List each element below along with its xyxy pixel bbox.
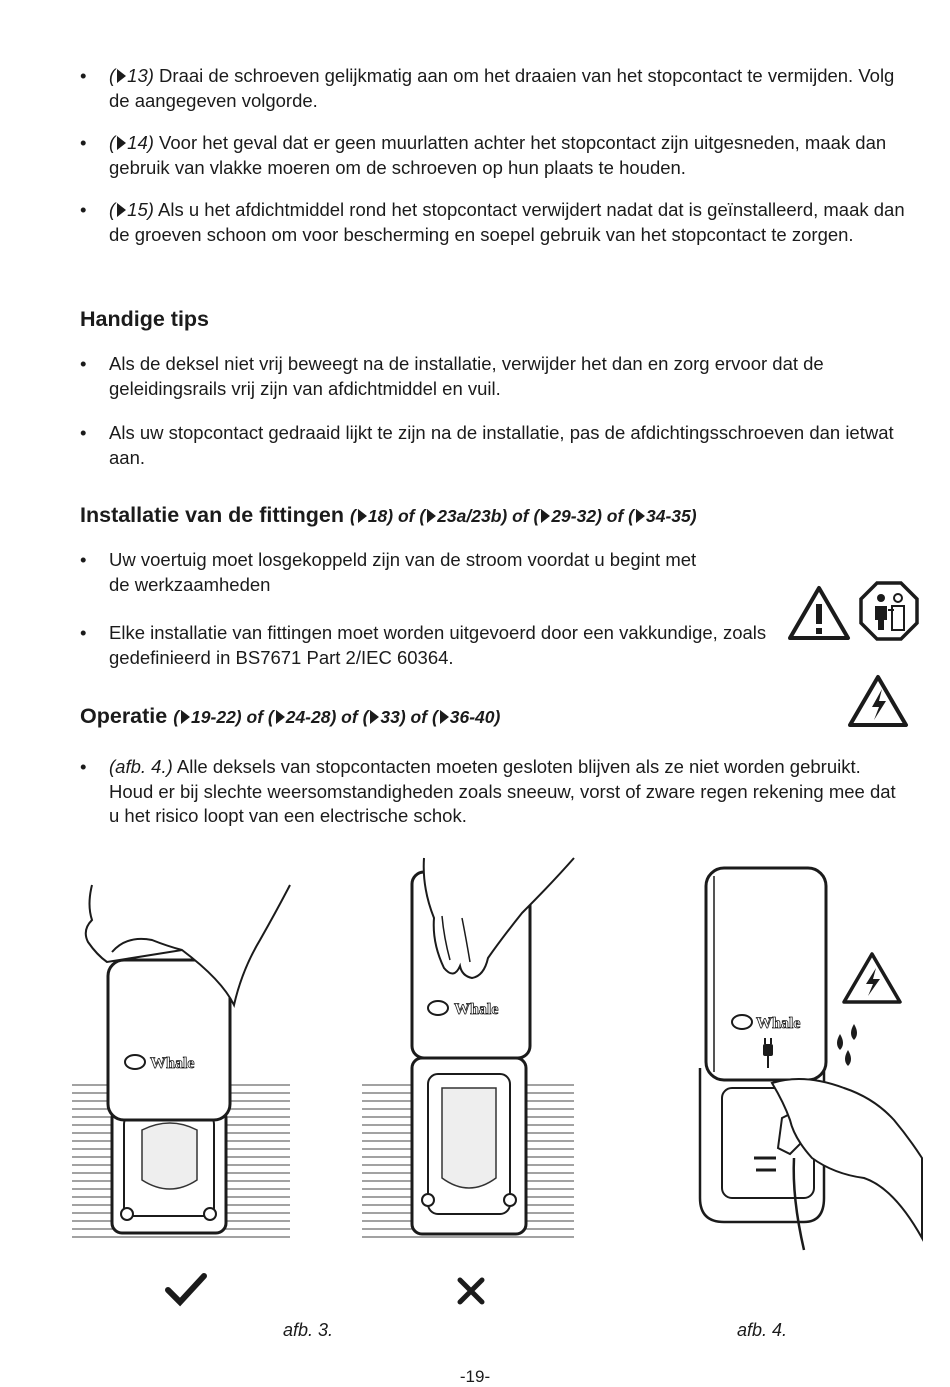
arrow-icon <box>358 509 367 523</box>
arrow-icon <box>541 509 550 523</box>
figure-3-socket-open <box>362 858 578 1245</box>
step-ref: ( 14) <box>109 132 154 153</box>
arrow-icon <box>427 509 436 523</box>
arrow-icon <box>181 710 190 724</box>
arrow-icon <box>117 136 126 150</box>
checkmark-icon <box>165 1272 207 1306</box>
cross-icon <box>456 1276 486 1306</box>
operation-list <box>80 755 910 829</box>
svg-text:Whale: Whale <box>756 1015 801 1032</box>
warning-triangle-icon <box>786 584 852 642</box>
list-item: • ( 13) Draai de schroeven gelijkmatig aan om het draaien van het stopcontact te vermijden. Volg de aangegeven volgorde. <box>80 65 895 111</box>
arrow-icon <box>440 710 449 724</box>
rain-drops-icon <box>837 1024 857 1066</box>
top-bullets <box>80 64 910 247</box>
figure-4-socket-with-plug <box>694 858 924 1258</box>
figure-4-caption: afb. 4. <box>737 1320 788 1340</box>
fittings-heading: Installatie van de fittingen ( 18) of ( 23a/23b) of ( 29-32) of ( 34-35) <box>80 503 697 527</box>
list-item: • (afb. 4.) Alle deksels van stopcontacten moeten gesloten blijven als ze niet worden gebruikt. Houd er bij slechte weersomstandigheden zoals sneeuw, vorst of zware regen rekening mee dat u het risico loopt van een electrische schok. <box>80 756 896 826</box>
figure-3-socket-closed <box>72 880 294 1245</box>
figure-3-caption: afb. 3. <box>283 1320 334 1340</box>
svg-text:Whale: Whale <box>150 1055 195 1072</box>
arrow-icon <box>117 69 126 83</box>
list-item: • Als de deksel niet vrij beweegt na de installatie, verwijder het dan en zorg ervoor dat de geleidingsrails vrij zijn van afdichtmiddel en vuil. <box>80 353 824 399</box>
arrow-icon <box>117 203 126 217</box>
list-item: • ( 15) Als u het afdichtmiddel rond het stopcontact verwijdert nadat dat is geïnstalleerd, maak dan de groeven schoon om voor bescherming en soepel gebruik van het stopcontact te zorgen. <box>80 199 905 245</box>
electric-shock-warning-icon <box>844 954 900 1002</box>
electric-shock-warning-icon <box>846 673 910 729</box>
qualified-person-icon <box>858 580 920 642</box>
arrow-icon <box>276 710 285 724</box>
operation-heading: Operatie ( 19-22) of ( 24-28) of ( 33) of ( 36-40) <box>80 704 501 728</box>
list-item: • ( 14) Voor het geval dat er geen muurlatten achter het stopcontact zijn uitgesneden, maak dan gebruik van vlakke moeren om de schroeven op hun plaats te houden. <box>80 132 887 178</box>
arrow-icon <box>370 710 379 724</box>
tips-list <box>80 352 910 470</box>
fittings-list <box>80 548 767 670</box>
list-item: • Elke installatie van fittingen moet worden uitgevoerd door een vakkundige, zoals gedefinieerd in BS7671 Part 2/IEC 60364. <box>80 622 767 668</box>
list-item: • Als uw stopcontact gedraaid lijkt te zijn na de installatie, pas de afdichtingsschroeven dan ietwat aan. <box>80 422 894 468</box>
step-refs: ( 19-22) of ( 24-28) of ( 33) of ( 36-40) <box>173 707 501 727</box>
page-number: -19- <box>459 1367 491 1386</box>
tips-heading: Handige tips <box>80 307 210 331</box>
step-refs: ( 18) of ( 23a/23b) of ( 29-32) of ( 34-35) <box>350 506 697 526</box>
list-item: • Uw voertuig moet losgekoppeld zijn van de stroom voordat u begint met de werkzaamheden <box>80 549 697 595</box>
step-ref: ( 13) <box>109 65 154 86</box>
arrow-icon <box>636 509 645 523</box>
svg-text:Whale: Whale <box>454 1001 499 1018</box>
step-ref: ( 15) <box>109 199 154 220</box>
